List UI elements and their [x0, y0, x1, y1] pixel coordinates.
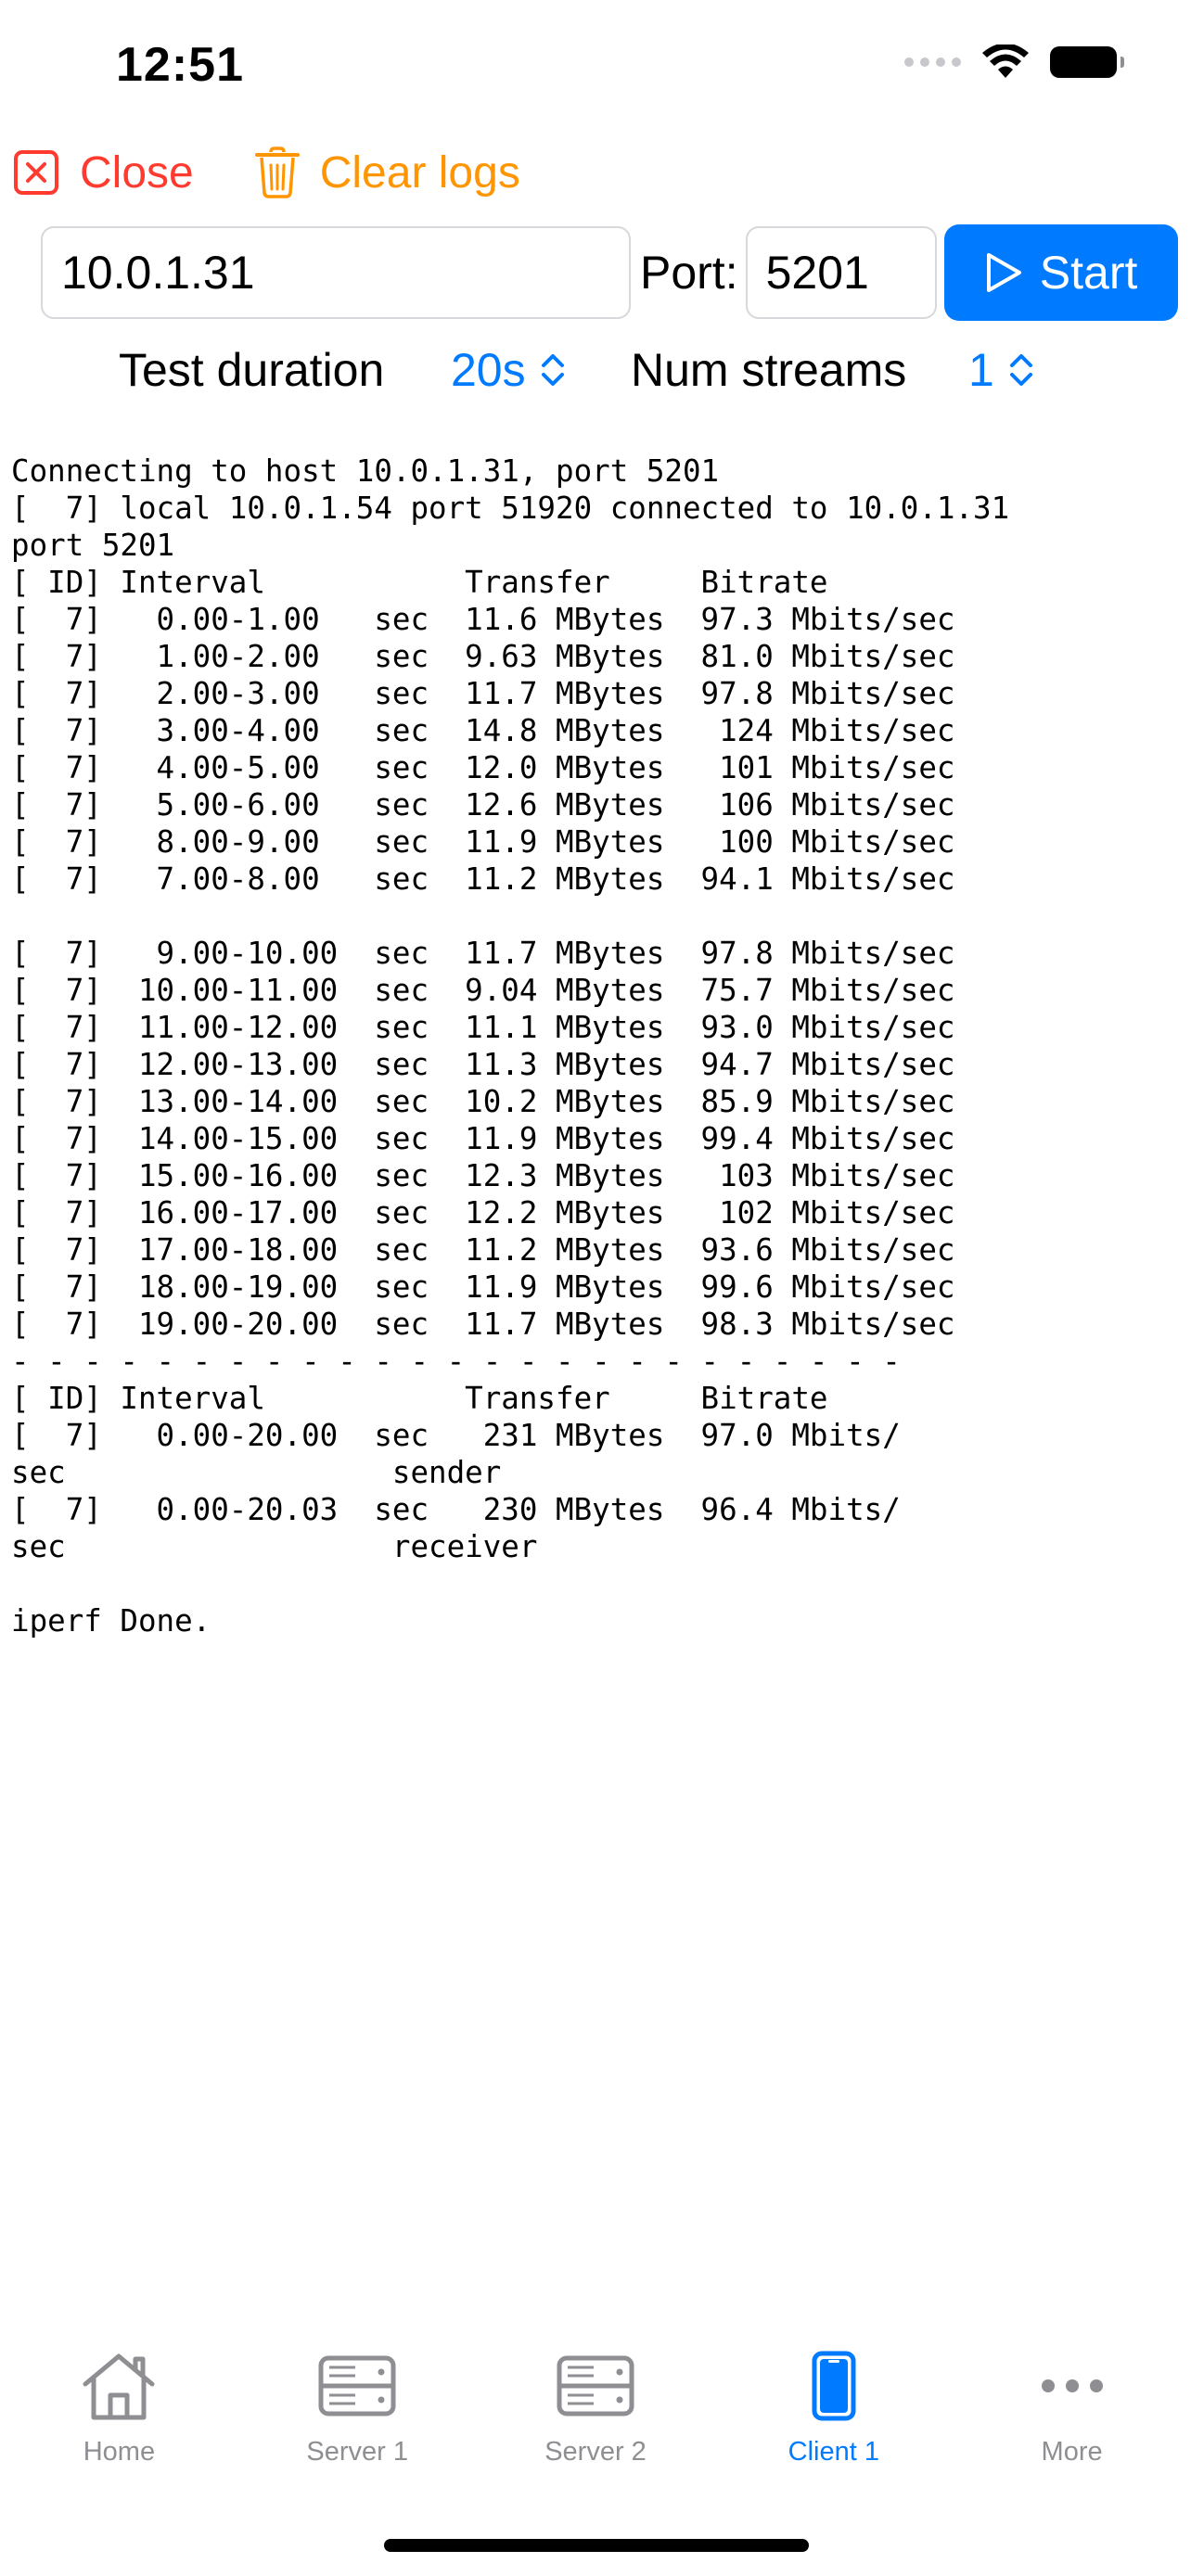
host-input[interactable]: 10.0.1.31: [41, 226, 631, 319]
tab-server-1-label: Server 1: [306, 2437, 408, 2467]
iphone-icon: [812, 2351, 856, 2421]
test-duration-value: 20s: [451, 344, 526, 396]
connection-row: [41, 224, 1178, 321]
log-line: [ 7] 3.00-4.00 sec 14.8 MBytes 124 Mbits/sec: [11, 713, 955, 748]
cellular-signal-icon: [904, 57, 961, 67]
log-line: [ 7] 0.00-1.00 sec 11.6 MBytes 97.3 Mbits/sec: [11, 602, 955, 637]
options-row: [0, 339, 1191, 404]
status-time: 12:51: [116, 38, 244, 92]
log-line: sec receiver: [11, 1529, 538, 1564]
close-x-square-icon: [13, 149, 59, 196]
port-label: Port:: [640, 247, 738, 299]
tab-server-2[interactable]: [477, 2327, 715, 2485]
log-line: [ ID] Interval Transfer Bitrate: [11, 565, 828, 600]
log-line: [ 7] 18.00-19.00 sec 11.9 MBytes 99.6 Mbits/sec: [11, 1269, 955, 1305]
log-line: [ 7] 14.00-15.00 sec 11.9 MBytes 99.4 Mbits/sec: [11, 1121, 955, 1156]
more-dots-icon: [1040, 2377, 1105, 2395]
test-duration-label: Test duration: [119, 344, 385, 396]
tab-client-1[interactable]: [714, 2327, 953, 2485]
tab-more[interactable]: [953, 2327, 1191, 2485]
log-line: [ 7] local 10.0.1.54 port 51920 connected to 10.0.1.31: [11, 491, 1010, 526]
chevron-up-down-icon: [1007, 351, 1035, 389]
log-line: [ 7] 10.00-11.00 sec 9.04 MBytes 75.7 Mbits/sec: [11, 973, 955, 1008]
log-line: [ 7] 0.00-20.00 sec 231 MBytes 97.0 Mbits/: [11, 1418, 901, 1453]
tab-bar: [0, 2327, 1191, 2485]
tab-more-label: More: [1041, 2437, 1103, 2467]
tab-server-1[interactable]: [238, 2327, 477, 2485]
log-line: [ 7] 17.00-18.00 sec 11.2 MBytes 93.6 Mbits/sec: [11, 1232, 955, 1268]
log-line: [ 7] 15.00-16.00 sec 12.3 MBytes 103 Mbits/sec: [11, 1158, 955, 1193]
log-line: [ 7] 19.00-20.00 sec 11.7 MBytes 98.3 Mbits/sec: [11, 1307, 955, 1342]
clear-logs-label: Clear logs: [319, 147, 520, 198]
log-line: iperf Done.: [11, 1603, 211, 1639]
chevron-up-down-icon: [539, 351, 567, 389]
log-line: [ 7] 4.00-5.00 sec 12.0 MBytes 101 Mbits/sec: [11, 750, 955, 785]
log-line: [ 7] 8.00-9.00 sec 11.9 MBytes 100 Mbits/sec: [11, 824, 955, 860]
log-line: port 5201: [11, 528, 175, 563]
log-line: [ 7] 11.00-12.00 sec 11.1 MBytes 93.0 Mbits/sec: [11, 1010, 955, 1045]
log-line: [ 7] 7.00-8.00 sec 11.2 MBytes 94.1 Mbits/sec: [11, 861, 955, 897]
tab-server-2-label: Server 2: [544, 2437, 647, 2467]
log-line: [ 7] 12.00-13.00 sec 11.3 MBytes 94.7 Mbits/sec: [11, 1047, 955, 1082]
num-streams-label: Num streams: [631, 344, 907, 396]
num-streams-value: 1: [968, 344, 994, 396]
num-streams-picker[interactable]: [968, 343, 1035, 397]
log-line: [ 7] 13.00-14.00 sec 10.2 MBytes 85.9 Mbits/sec: [11, 1084, 955, 1119]
log-line: [ 7] 5.00-6.00 sec 12.6 MBytes 106 Mbits/sec: [11, 787, 955, 823]
status-bar: [0, 0, 1191, 139]
port-input[interactable]: 5201: [746, 226, 937, 319]
log-line: [11, 1565, 1180, 1602]
log-line: [ 7] 2.00-3.00 sec 11.7 MBytes 97.8 Mbits/sec: [11, 676, 955, 711]
start-button[interactable]: [944, 224, 1178, 321]
start-label: Start: [1039, 247, 1138, 299]
close-label: Close: [80, 147, 194, 198]
toolbar: [13, 139, 520, 206]
home-indicator: [384, 2539, 809, 2552]
trash-icon: [255, 147, 300, 198]
log-line: [ 7] 0.00-20.03 sec 230 MBytes 96.4 Mbits/: [11, 1492, 901, 1527]
tab-home[interactable]: [0, 2327, 238, 2485]
log-line: [ 7] 16.00-17.00 sec 12.2 MBytes 102 Mbits/sec: [11, 1195, 955, 1231]
play-icon: [984, 251, 1023, 294]
log-line: Connecting to host 10.0.1.31, port 5201: [11, 453, 720, 489]
tab-client-1-label: Client 1: [788, 2437, 879, 2467]
clear-logs-button[interactable]: [255, 147, 520, 198]
battery-icon: [1050, 46, 1117, 78]
server-icon: [557, 2355, 634, 2417]
tab-home-label: Home: [83, 2437, 156, 2467]
house-icon: [80, 2351, 158, 2421]
wifi-icon: [981, 45, 1030, 80]
close-button[interactable]: [13, 147, 194, 198]
status-icons: [904, 45, 1117, 80]
log-line: [11, 898, 1180, 935]
log-line: - - - - - - - - - - - - - - - - - - - - - - - - -: [11, 1344, 901, 1379]
log-line: [ 7] 9.00-10.00 sec 11.7 MBytes 97.8 Mbits/sec: [11, 936, 955, 971]
log-line: [ 7] 1.00-2.00 sec 9.63 MBytes 81.0 Mbits/sec: [11, 639, 955, 674]
log-line: [ ID] Interval Transfer Bitrate: [11, 1381, 828, 1416]
test-duration-picker[interactable]: [451, 343, 567, 397]
log-line: sec sender: [11, 1455, 502, 1490]
server-icon: [318, 2355, 396, 2417]
log-output: [11, 453, 1180, 1639]
